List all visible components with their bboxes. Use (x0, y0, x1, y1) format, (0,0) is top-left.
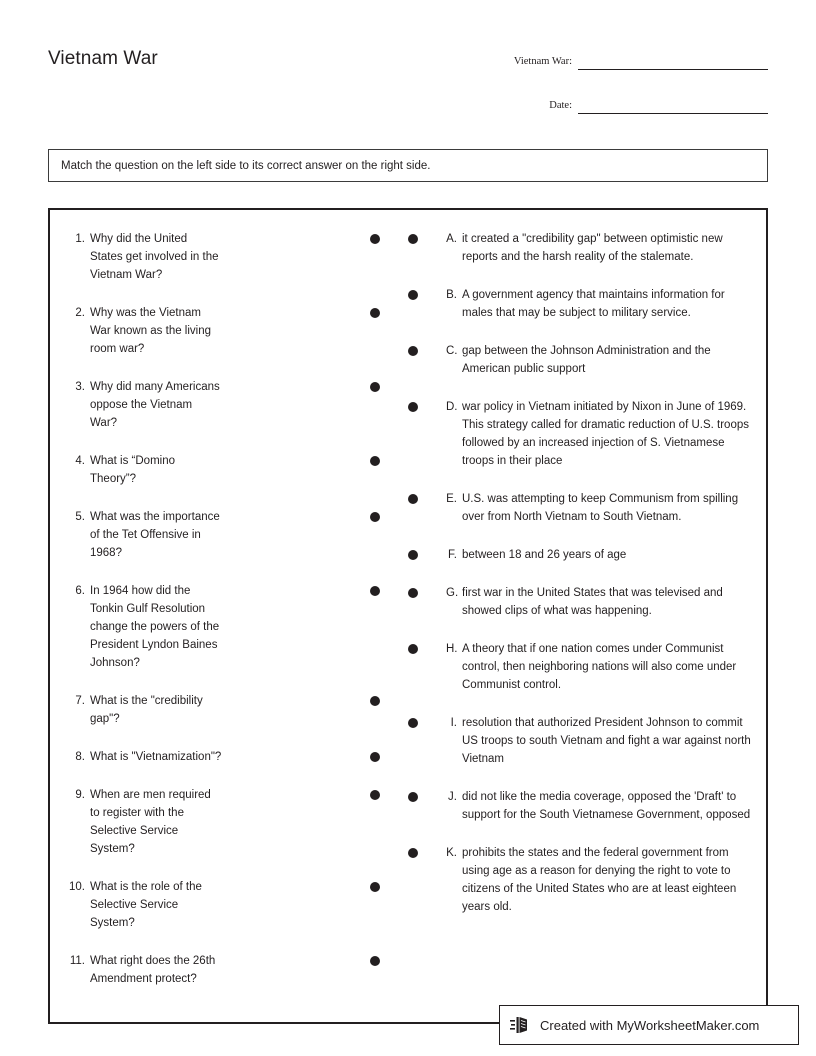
field-row-subject (508, 40, 768, 70)
instruction-box (48, 149, 768, 182)
answer-letter: B. (446, 289, 457, 301)
answer-body: war policy in Vietnam initiated by Nixon in June of 1969. This strategy called for dramatic reduction of U.S. troops followed by an increased injection of S. Vietnamese troops in their place (462, 401, 749, 467)
answer-letter: I. (450, 717, 457, 729)
matching-columns (50, 210, 766, 1022)
question-number: 6. (75, 585, 85, 597)
question-match-dot[interactable] (370, 456, 380, 466)
answer-match-dot[interactable] (408, 494, 418, 504)
answer-item (396, 546, 766, 564)
answer-text (446, 844, 752, 916)
answer-text (446, 546, 752, 564)
question-item (50, 230, 396, 284)
answer-text (446, 230, 752, 266)
question-text (68, 582, 360, 672)
answer-body: prohibits the states and the federal government from using age as a reason for denying the right to vote to citizens of the United States who are at least eighteen years old. (462, 847, 737, 913)
question-body: Why did the United States get involved in the Vietnam War? (90, 233, 219, 281)
question-body: Why did many Americans oppose the Vietnam War? (90, 381, 220, 429)
date-field-label: Date: (549, 100, 572, 111)
question-match-dot[interactable] (370, 308, 380, 318)
answer-letter: D. (446, 401, 458, 413)
answer-text (446, 286, 752, 322)
answer-item (396, 640, 766, 694)
answer-letter: J. (448, 791, 457, 803)
subject-field-line[interactable] (578, 55, 768, 70)
question-body: What is the "credibility gap"? (90, 695, 203, 725)
question-body: When are men required to register with the Selective Service System? (90, 789, 211, 855)
answers-column (396, 210, 766, 1022)
answer-body: did not like the media coverage, opposed the 'Draft' to support for the South Vietnamese Government, opposed (462, 791, 751, 821)
question-number: 8. (75, 751, 85, 763)
answer-text (446, 398, 752, 470)
answer-match-dot[interactable] (408, 792, 418, 802)
question-match-dot[interactable] (370, 882, 380, 892)
question-text (68, 508, 360, 562)
question-text (68, 786, 360, 858)
answer-match-dot[interactable] (408, 644, 418, 654)
question-item (50, 304, 396, 358)
answer-body: A theory that if one nation comes under Communist control, then neighboring nations will also come under Communist control. (462, 643, 737, 691)
question-body: What is "Vietnamization"? (90, 751, 222, 763)
question-item (50, 878, 396, 932)
question-item (50, 692, 396, 728)
question-text (68, 304, 360, 358)
answer-item (396, 844, 766, 916)
answer-body: A government agency that maintains information for males that may be subject to military service. (462, 289, 725, 319)
answer-letter: G. (446, 587, 459, 599)
worksheet-maker-logo-icon (510, 1013, 532, 1037)
question-number: 7. (75, 695, 85, 707)
question-match-dot[interactable] (370, 382, 380, 392)
question-number: 9. (75, 789, 85, 801)
answer-text (446, 788, 752, 824)
answer-letter: A. (446, 233, 457, 245)
question-item (50, 508, 396, 562)
question-item (50, 378, 396, 432)
answer-text (446, 714, 752, 768)
answer-item (396, 714, 766, 768)
question-match-dot[interactable] (370, 512, 380, 522)
question-match-dot[interactable] (370, 752, 380, 762)
question-item (50, 748, 396, 766)
answer-match-dot[interactable] (408, 234, 418, 244)
question-number: 4. (75, 455, 85, 467)
answer-match-dot[interactable] (408, 718, 418, 728)
question-match-dot[interactable] (370, 956, 380, 966)
question-number: 2. (75, 307, 85, 319)
question-text (68, 952, 360, 988)
instruction-text: Match the question on the left side to its correct answer on the right side. (61, 159, 431, 172)
question-body: Why was the Vietnam War known as the living room war? (90, 307, 212, 355)
question-body: What right does the 26th Amendment protect? (90, 955, 216, 985)
question-text (68, 748, 360, 766)
answer-item (396, 286, 766, 322)
answer-text (446, 490, 752, 526)
answer-text (446, 584, 752, 620)
answer-text (446, 342, 752, 378)
header-fields (508, 40, 768, 114)
answer-match-dot[interactable] (408, 346, 418, 356)
question-match-dot[interactable] (370, 234, 380, 244)
answer-item (396, 230, 766, 266)
question-text (68, 378, 360, 432)
question-body: What was the importance of the Tet Offensive in 1968? (90, 511, 220, 559)
question-number: 11. (69, 955, 85, 967)
created-with-badge[interactable] (499, 1005, 799, 1045)
subject-field-label: Vietnam War: (513, 56, 572, 67)
question-item (50, 952, 396, 988)
answer-letter: K. (446, 847, 457, 859)
question-body: In 1964 how did the Tonkin Gulf Resolution change the powers of the President Lyndon Baines Johnson? (90, 585, 220, 669)
question-text (68, 878, 360, 932)
questions-column (50, 210, 396, 1022)
answer-letter: E. (446, 493, 457, 505)
answer-body: gap between the Johnson Administration and the American public support (462, 345, 711, 375)
question-match-dot[interactable] (370, 586, 380, 596)
question-match-dot[interactable] (370, 790, 380, 800)
question-number: 5. (75, 511, 85, 523)
question-number: 1. (75, 233, 85, 245)
page-title: Vietnam War (48, 48, 158, 69)
question-text (68, 452, 360, 488)
answer-letter: C. (446, 345, 458, 357)
question-text (68, 692, 360, 728)
answer-body: first war in the United States that was televised and showed clips of what was happening. (462, 587, 723, 617)
question-body: What is the role of the Selective Service System? (90, 881, 202, 929)
question-body: What is “Domino Theory”? (90, 455, 175, 485)
answer-item (396, 788, 766, 824)
answer-item (396, 490, 766, 526)
answer-letter: F. (448, 549, 457, 561)
answer-match-dot[interactable] (408, 588, 418, 598)
question-number: 10. (69, 881, 85, 893)
answer-body: it created a "credibility gap" between optimistic new reports and the harsh reality of the stalemate. (462, 233, 723, 263)
answer-item (396, 398, 766, 470)
answer-match-dot[interactable] (408, 290, 418, 300)
date-field-line[interactable] (578, 99, 768, 114)
question-match-dot[interactable] (370, 696, 380, 706)
answer-match-dot[interactable] (408, 550, 418, 560)
question-item (50, 452, 396, 488)
answer-text (446, 640, 752, 694)
answer-item (396, 342, 766, 378)
answer-body: resolution that authorized President Johnson to commit US troops to south Vietnam and fight a war against north Vietnam (462, 717, 751, 765)
question-text (68, 230, 360, 284)
matching-exercise-box (48, 208, 768, 1024)
answer-letter: H. (446, 643, 458, 655)
worksheet-header (48, 40, 768, 120)
question-item (50, 582, 396, 672)
answer-match-dot[interactable] (408, 402, 418, 412)
answer-item (396, 584, 766, 620)
field-row-date (508, 84, 768, 114)
question-item (50, 786, 396, 858)
answer-body: U.S. was attempting to keep Communism from spilling over from North Vietnam to South Vietnam. (462, 493, 739, 523)
created-with-label: Created with MyWorksheetMaker.com (540, 1017, 760, 1033)
answer-match-dot[interactable] (408, 848, 418, 858)
answer-body: between 18 and 26 years of age (462, 549, 627, 561)
question-number: 3. (75, 381, 85, 393)
